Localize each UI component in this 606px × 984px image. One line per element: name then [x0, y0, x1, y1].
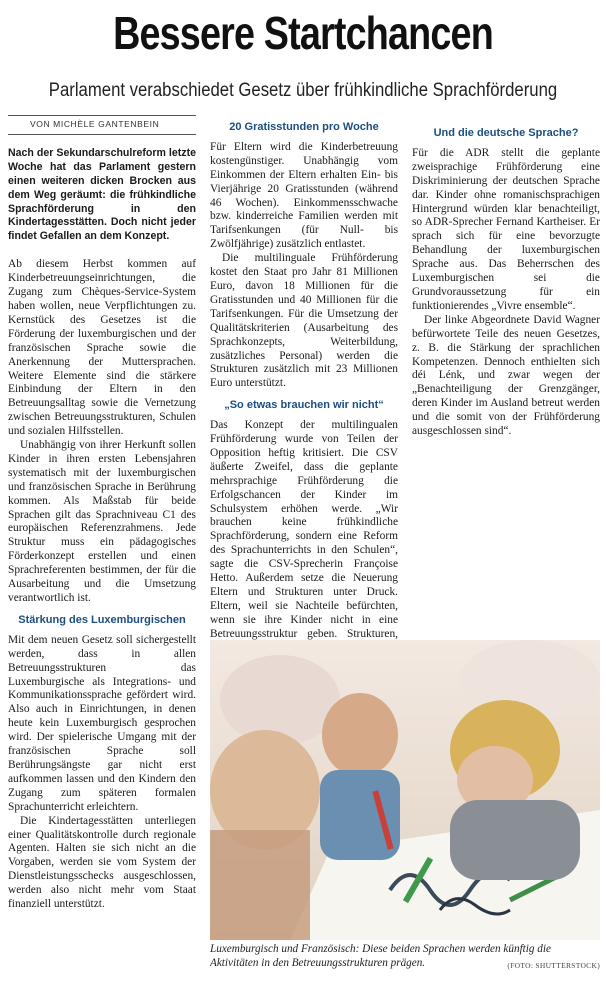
article-headline: Bessere Startchancen — [113, 7, 493, 59]
article-column-1 — [8, 115, 196, 912]
body-paragraph: Die multilinguale Frühförderung kostet den Staat pro Jahr 81 Millionen Euro, davon 18 Millionen für die Gratisstunden und 40 Millionen für die Tarifsenkungen. Für die Umsetzung der Qualitätskriterien (Ausarbeitung des Sprachkonzepts, Weiterbildung, zusätzliches Personal) werden die Strukturen zusätzlich mit 23 Millionen Euro unterstützt. — [210, 252, 398, 390]
body-paragraph: Die Kindertagesstätten unterliegen einer Qualitätskontrolle durch regionale Agenten. Halten sie sich nicht an die Vorgaben, werden sie vom System der Dienstleistungsschecks ausgeschlossen, werden also nicht mehr vom Staat finanziell unterstützt. — [8, 814, 196, 911]
photo-caption: Luxemburgisch und Französisch: Diese beiden Sprachen werden künftig die Aktivitäten in den Betreuungsstrukturen prägen. — [210, 943, 551, 969]
body-paragraph: Mit dem neuen Gesetz soll sichergestellt werden, dass in allen Betreuungsstrukturen das Luxemburgische als Integrations- und Kommunikationssprache gefördert wird. Also auch in Einrichtungen, in denen heute kein Luxemburgisch gesprochen wird. Der spielerische Umgang mit der französischen Sprache soll Berührungsängste gar nicht erst aufkommen lassen und den Kindern den Zugang zum späteren formalen Sprachunterricht erleichtern. — [8, 633, 196, 813]
body-paragraph: Das Konzept der multilingualen Frühförderung wurde von Teilen der Opposition heftig kritisiert. Die CSV äußerte Zweifel, dass die geplante mehrsprachige Frühförderung die Erfolgschancen der Kinder im Schulsystem erhöhen werde. „Wir brauchen keine frühkindliche Sprachförderung, sondern eine Reform des Sprachunterrichts in den Schulen“, sagte die CSV-Sprecherin Françoise Hetto. Außerdem setze die Neuerung Eltern und Strukturen unter Druck. Eltern, weil sie Nachteile befürchten, wenn sie ihre Kinder nicht in eine Betreuungsstruktur geben. Strukturen, — [210, 419, 398, 640]
article-column-3 — [412, 115, 600, 439]
article-subheadline: Parlament verabschiedet Gesetz über frühkindliche Sprachförderung — [48, 80, 558, 101]
body-paragraph: Für die ADR stellt die geplante zweisprachige Frühförderung eine Diskriminierung der deutschen Sprache dar. Kinder ohne romanischsprachigen Hintergrund würden klar benachteiligt, so ADR-Sprecher Fernand Kartheiser. Er sprach sich für eine bevorzugte Behandlung der luxemburgischen Sprache aus. Das Beherrschen des Luxemburgischen sei die Grundvoraussetzung für ein funktionierendes „Vivre ensemble“. — [412, 146, 600, 312]
photo-credit: (FOTO: SHUTTERSTOCK) — [507, 961, 600, 970]
article-photo — [210, 640, 600, 940]
lead-paragraph: Nach der Sekundarschulreform letzte Woche hat das Parlament gestern einen weiteren dicken Brocken aus dem Weg geräumt: die frühkindliche Sprachförderung in den Kindertagesstätten. Doch nicht jeder findet Gefallen an dem Konzept. — [8, 146, 196, 243]
body-paragraph: Unabhängig von ihrer Herkunft sollen Kinder in ihren ersten Lebensjahren systematisch mit der luxemburgischen und französischen Sprache in Berührung kommen. Als Maßstab für beide Sprachen gilt das Sprachniveau C1 des europäischen Referenzrahmens. Jede Struktur muss ein pädagogisches Förderkonzept erstellen und einen Sprachreferenten bestimmen, der für die Ausarbeitung und die Umsetzung verantwortlich ist. — [8, 439, 196, 604]
section-subtitle: Und die deutsche Sprache? — [433, 127, 579, 139]
body-paragraph: Für Eltern wird die Kinderbetreuung kostengünstiger. Unabhängig vom Einkommen der Eltern erhalten Ein- bis Vierjährige 20 Gratisstunden (während 46 Wochen). Einkommensschwache bzw. kinderreiche Familien werden mit Tarifsenkungen (für Null- bis Zwölfjährige) zusätzlich entlastet. — [210, 140, 398, 251]
byline: VON MICHÈLE GANTENBEIN — [8, 115, 196, 135]
children-drawing-illustration — [210, 640, 600, 940]
section-subtitle: Stärkung des Luxemburgischen — [18, 613, 186, 626]
body-paragraph: Der linke Abgeordnete David Wagner befürwortete Teile des neuen Gesetzes, z. B. die Stärkung der sprachlichen Kompetenzen. Dennoch enthielten sich déi Lénk, und zwar wegen der „Benachteiligung der Grenzgänger, deren Kinder im Ausland betreut werden und die somit von der Frühförderung ausgeschlossen sind“. — [412, 313, 600, 438]
section-subtitle: „So etwas brauchen wir nicht“ — [224, 399, 384, 412]
article-column-2 — [210, 115, 398, 669]
section-subtitle: 20 Gratisstunden pro Woche — [229, 121, 379, 133]
body-paragraph: Ab diesem Herbst kommen auf Kinderbetreuungseinrichtungen, die Zugang zum Chèques-Service-System haben wollen, neue Verpflichtungen zu. Kernstück des Gesetzes ist die Förderung der luxemburgischen und der französischen Sprache sowie die Anerkennung der Muttersprachen. Weitere Elemente sind die stärkere Einbindung der Eltern in den Betreuungsalltag sowie die Vernetzung zwischen Betreuungsstrukturen, Schulen und sozialen Hilfsstellen. — [8, 258, 196, 438]
photo-caption-block — [210, 942, 600, 973]
